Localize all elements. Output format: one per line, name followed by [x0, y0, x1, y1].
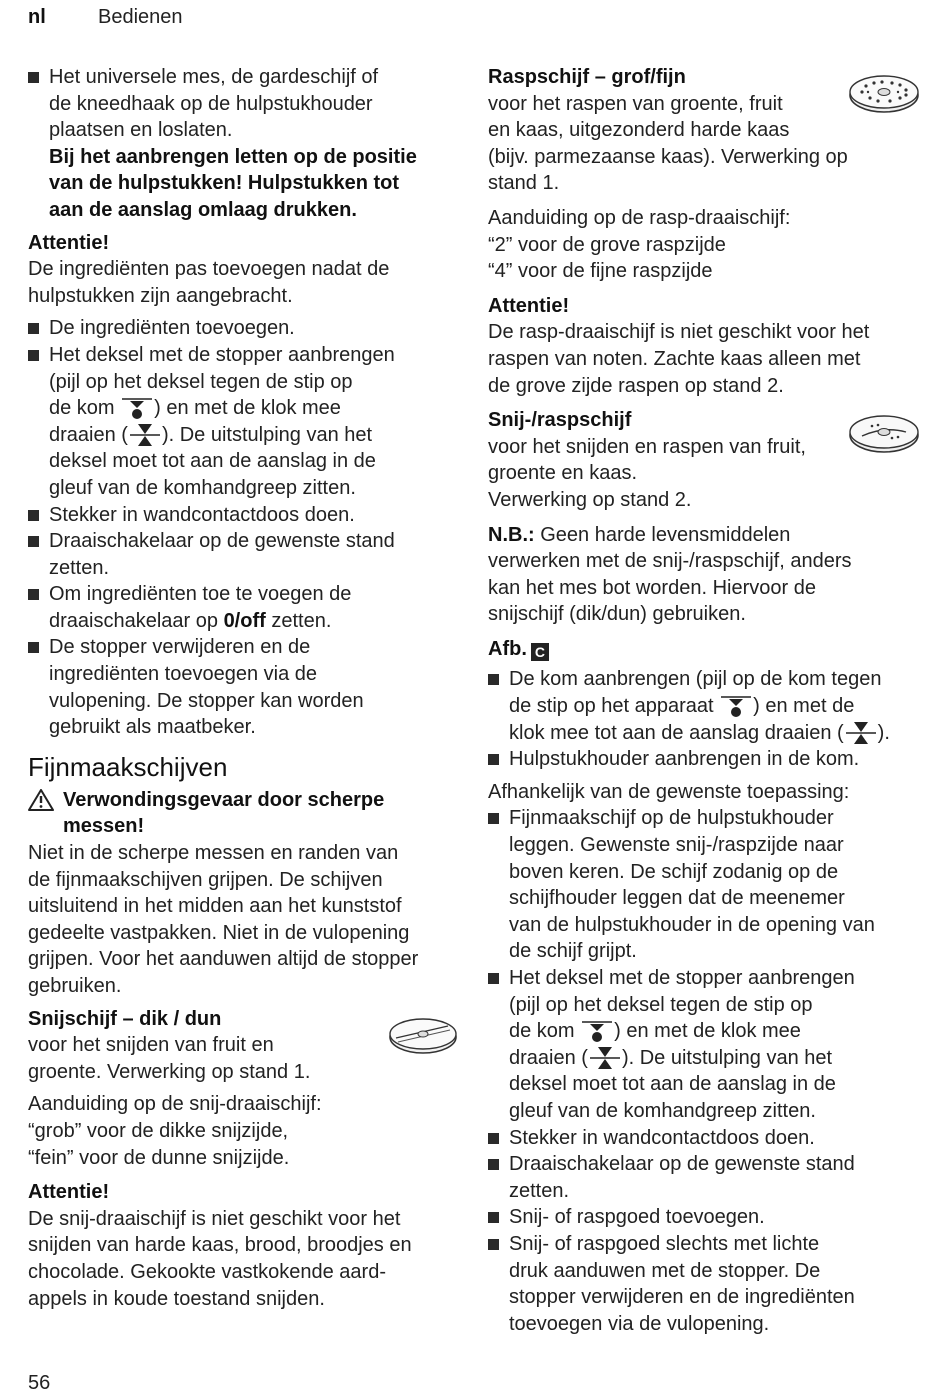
- text-line: “4” voor de fijne raspzijde: [488, 260, 713, 283]
- dot-arrow-down-icon: [721, 694, 751, 718]
- text-line: deksel moet tot aan de aanslag in de: [509, 1073, 836, 1096]
- attention-title: Attentie!: [28, 231, 110, 254]
- text-line: de fijnmaakschijven grijpen. De schijven: [28, 868, 383, 891]
- bullet-square-icon: [488, 1133, 499, 1144]
- bullet-stopper: [28, 634, 468, 740]
- text-line: stand 1.: [488, 172, 560, 195]
- figure-reference: Afb. C: [488, 636, 923, 663]
- text-line: snijden van harde kaas, brood, broodjes en: [28, 1234, 412, 1257]
- text-line: Draaischakelaar op de gewenste stand: [509, 1153, 855, 1176]
- bullet-square-icon: [28, 323, 39, 334]
- text-line: leggen. Gewenste snij-/raspzijde naar: [509, 834, 844, 857]
- text-line: Draaischakelaar op de gewenste stand: [49, 530, 395, 553]
- bullet-square-icon: [28, 642, 39, 653]
- text-line: voor het snijden van fruit en: [28, 1034, 274, 1057]
- bullet-square-icon: [28, 589, 39, 600]
- bullet-lid: [28, 342, 468, 502]
- text-line: Stekker in wandcontactdoos doen.: [509, 1126, 815, 1149]
- text-line: De ingrediënten pas toevoegen nadat de: [28, 258, 390, 281]
- bullet-square-icon: [488, 754, 499, 765]
- text-line: de kneedhaak op de hulpstukhouder: [49, 92, 373, 115]
- text-line: De stopper verwijderen en de: [49, 636, 311, 659]
- bullet-square-icon: [28, 72, 39, 83]
- text-line: De kom aanbrengen (pijl op de kom tegen: [509, 668, 882, 691]
- text-line: vulopening. De stopper kan worden: [49, 689, 364, 712]
- text-line: plaatsen en loslaten.: [49, 119, 233, 142]
- bullet-plug-right: [488, 1125, 923, 1152]
- bullet-push-food: [488, 1231, 923, 1337]
- text-line: draaien ( ). De uitstulping van het: [49, 423, 373, 446]
- text-line: de kom ) en met de klok mee: [49, 397, 341, 420]
- bullet-square-icon: [28, 350, 39, 361]
- bullet-disc-on-holder: [488, 805, 923, 965]
- text-line: druk aanduwen met de stopper. De: [509, 1259, 821, 1282]
- text-line: Aanduiding op de snij-draaischijf:: [28, 1093, 322, 1116]
- grating-disc-illustration: [848, 72, 920, 114]
- text-line: “fein” voor de dunne snijzijde.: [28, 1146, 290, 1169]
- note-block: [488, 522, 923, 628]
- text-line: (bijv. parmezaanse kaas). Verwerking op: [488, 145, 848, 168]
- text-line: N.B.: Geen harde levensmiddelen: [488, 523, 791, 546]
- section-heading: Fijnmaakschijven: [28, 751, 228, 782]
- bullet-holder: [488, 746, 923, 773]
- text-line: De snij-draaischijf is niet geschikt voor het: [28, 1207, 401, 1230]
- bullet-switch-right: [488, 1151, 923, 1204]
- text-line: schijfhouder leggen dat de meenemer: [509, 887, 845, 910]
- text-line: snijschijf (dik/dun) gebruiken.: [488, 603, 746, 626]
- text-line: Verwerking op stand 2.: [488, 488, 692, 511]
- lock-arrows-icon: [130, 423, 160, 447]
- bullet-add-food: [488, 1204, 923, 1231]
- text-line: kan het mes bot worden. Hiervoor de: [488, 576, 816, 599]
- bullet-square-icon: [488, 813, 499, 824]
- figure-letter-badge: C: [531, 643, 549, 661]
- left-column: [28, 64, 468, 1312]
- text-line: Hulpstukhouder aanbrengen in de kom.: [509, 748, 860, 771]
- text-line: uitsluitend in het midden aan het kunststof: [28, 895, 402, 918]
- language-code: nl: [28, 6, 46, 28]
- text-line: chocolade. Gekookte vastkokende aard-: [28, 1260, 386, 1283]
- bullet-off: [28, 581, 468, 634]
- text-line: van de hulpstukhouder in de opening van: [509, 913, 875, 936]
- bullet-square-icon: [28, 510, 39, 521]
- slicing-disc-title: Snijschijf – dik / dun: [28, 1007, 222, 1030]
- bullet-square-icon: [488, 1239, 499, 1250]
- text-line: ingrediënten toevoegen via de: [49, 663, 317, 686]
- text-line: hulpstukken zijn aangebracht.: [28, 284, 293, 307]
- bullet-square-icon: [488, 973, 499, 984]
- lock-arrows-icon: [590, 1046, 620, 1070]
- text-line: grijpen. Voor het aanduwen altijd de stopper: [28, 948, 419, 971]
- text-line: de schijf grijpt.: [509, 940, 637, 963]
- slicing-disc-indication: [28, 1091, 468, 1171]
- slicing-disc-illustration: [388, 1016, 458, 1056]
- text-line: verwerken met de snij-/raspschijf, anders: [488, 550, 852, 573]
- text-line: gleuf van de komhandgreep zitten.: [509, 1099, 816, 1122]
- text-line: en kaas, uitgezonderd harde kaas: [488, 119, 790, 142]
- text-line: raspen van noten. Zachte kaas alleen met: [488, 347, 861, 370]
- text-line: gebruiken.: [28, 975, 122, 997]
- bold-line: van de hulpstukken! Hulpstukken tot: [49, 172, 400, 195]
- text-line: appels in koude toestand snijden.: [28, 1287, 325, 1310]
- attention-title: Attentie!: [488, 294, 570, 317]
- text-line: Het deksel met de stopper aanbrengen: [49, 343, 395, 366]
- text-line: deksel moet tot aan de aanslag in de: [49, 450, 376, 473]
- text-line: klok mee tot aan de aanslag draaien ( ).: [509, 721, 890, 744]
- text-line: Stekker in wandcontactdoos doen.: [49, 503, 355, 526]
- text-line: Snij- of raspgoed toevoegen.: [509, 1206, 765, 1229]
- lock-arrows-icon: [846, 721, 876, 745]
- text-line: Snij- of raspgoed slechts met lichte: [509, 1232, 820, 1255]
- warning-block: [28, 787, 468, 840]
- attention-title: Attentie!: [28, 1181, 110, 1204]
- bullet-bowl: [488, 666, 923, 746]
- text-line: De rasp-draaischijf is niet geschikt voor het: [488, 321, 870, 344]
- text-line: groente. Verwerking op stand 1.: [28, 1060, 311, 1083]
- text-line: draaischakelaar op 0/off zetten.: [49, 609, 332, 632]
- text-line: zetten.: [509, 1179, 570, 1202]
- text-line: gebruikt als maatbeker.: [49, 716, 256, 739]
- text-line: gedeelte vastpakken. Niet in de vulopening: [28, 921, 410, 944]
- text-line: (pijl op het deksel tegen de stip op: [509, 993, 813, 1016]
- bullet-square-icon: [488, 674, 499, 685]
- text-line: Afhankelijk van de gewenste toepassing:: [488, 780, 850, 803]
- text-line: “2” voor de grove raspzijde: [488, 233, 726, 256]
- bold-line: aan de aanslag omlaag drukken.: [49, 198, 357, 221]
- section-title: Bedienen: [98, 6, 183, 28]
- text-line: draaien ( ). De uitstulping van het: [509, 1046, 833, 1069]
- attention-block-1: [28, 230, 468, 310]
- text-line: Niet in de scherpe messen en randen van: [28, 842, 399, 865]
- text-line: Om ingrediënten toe te voegen de: [49, 583, 352, 606]
- text-line: de kom ) en met de klok mee: [509, 1020, 801, 1043]
- bullet-square-icon: [28, 536, 39, 547]
- dot-arrow-down-icon: [122, 396, 152, 420]
- text-line: groente en kaas.: [488, 462, 637, 485]
- bullet-switch: [28, 528, 468, 581]
- warning-text: [28, 840, 468, 1000]
- bullet-square-icon: [488, 1212, 499, 1223]
- text-line: toevoegen via de vulopening.: [509, 1312, 770, 1335]
- text-line: boven keren. De schijf zodanig op de: [509, 860, 839, 883]
- text-line: Het deksel met de stopper aanbrengen: [509, 967, 855, 989]
- text-line: Fijnmaakschijf op de hulpstukhouder: [509, 807, 834, 830]
- bold-line: Bij het aanbrengen letten op de positie: [49, 145, 417, 168]
- dot-arrow-down-icon: [582, 1019, 612, 1043]
- text-line: de stip op het apparaat ) en met de: [509, 695, 855, 718]
- warning-triangle-icon: [28, 789, 54, 811]
- bullet-add-ingredients: [28, 315, 468, 342]
- slice-grate-disc-title: Snij-/raspschijf: [488, 409, 632, 432]
- bullet-lid-right: [488, 965, 923, 1125]
- text-line: “grob” voor de dikke snijzijde,: [28, 1119, 289, 1142]
- text-line: (pijl op het deksel tegen de stip op: [49, 370, 353, 393]
- text-line: Het universele mes, de gardeschijf of: [49, 66, 379, 88]
- text-line: voor het snijden en raspen van fruit,: [488, 435, 806, 458]
- slice-grate-disc-illustration: [848, 412, 920, 454]
- attention-block-2: [28, 1179, 468, 1312]
- page-header: [28, 6, 183, 29]
- bullet-attachments: [28, 64, 468, 224]
- bullet-plug: [28, 502, 468, 529]
- right-column: [488, 64, 923, 1337]
- text-line: stopper verwijderen en de ingrediënten: [509, 1286, 855, 1309]
- text-line: zetten.: [49, 556, 110, 579]
- page-number: 56: [28, 1372, 51, 1394]
- grating-disc-title: Raspschijf – grof/fijn: [488, 66, 686, 88]
- bullet-square-icon: [488, 1159, 499, 1170]
- text-line: voor het raspen van groente, fruit: [488, 92, 783, 115]
- attention-block-3: [488, 293, 923, 399]
- text-line: de grove zijde raspen op stand 2.: [488, 374, 784, 397]
- warning-title: Verwondingsgevaar door scherpe: [63, 788, 385, 811]
- grating-disc-indication: [488, 205, 923, 285]
- warning-title: messen!: [63, 815, 145, 838]
- text-line: gleuf van de komhandgreep zitten.: [49, 476, 356, 499]
- text-line: De ingrediënten toevoegen.: [49, 317, 295, 340]
- text-line: Aanduiding op de rasp-draaischijf:: [488, 206, 791, 229]
